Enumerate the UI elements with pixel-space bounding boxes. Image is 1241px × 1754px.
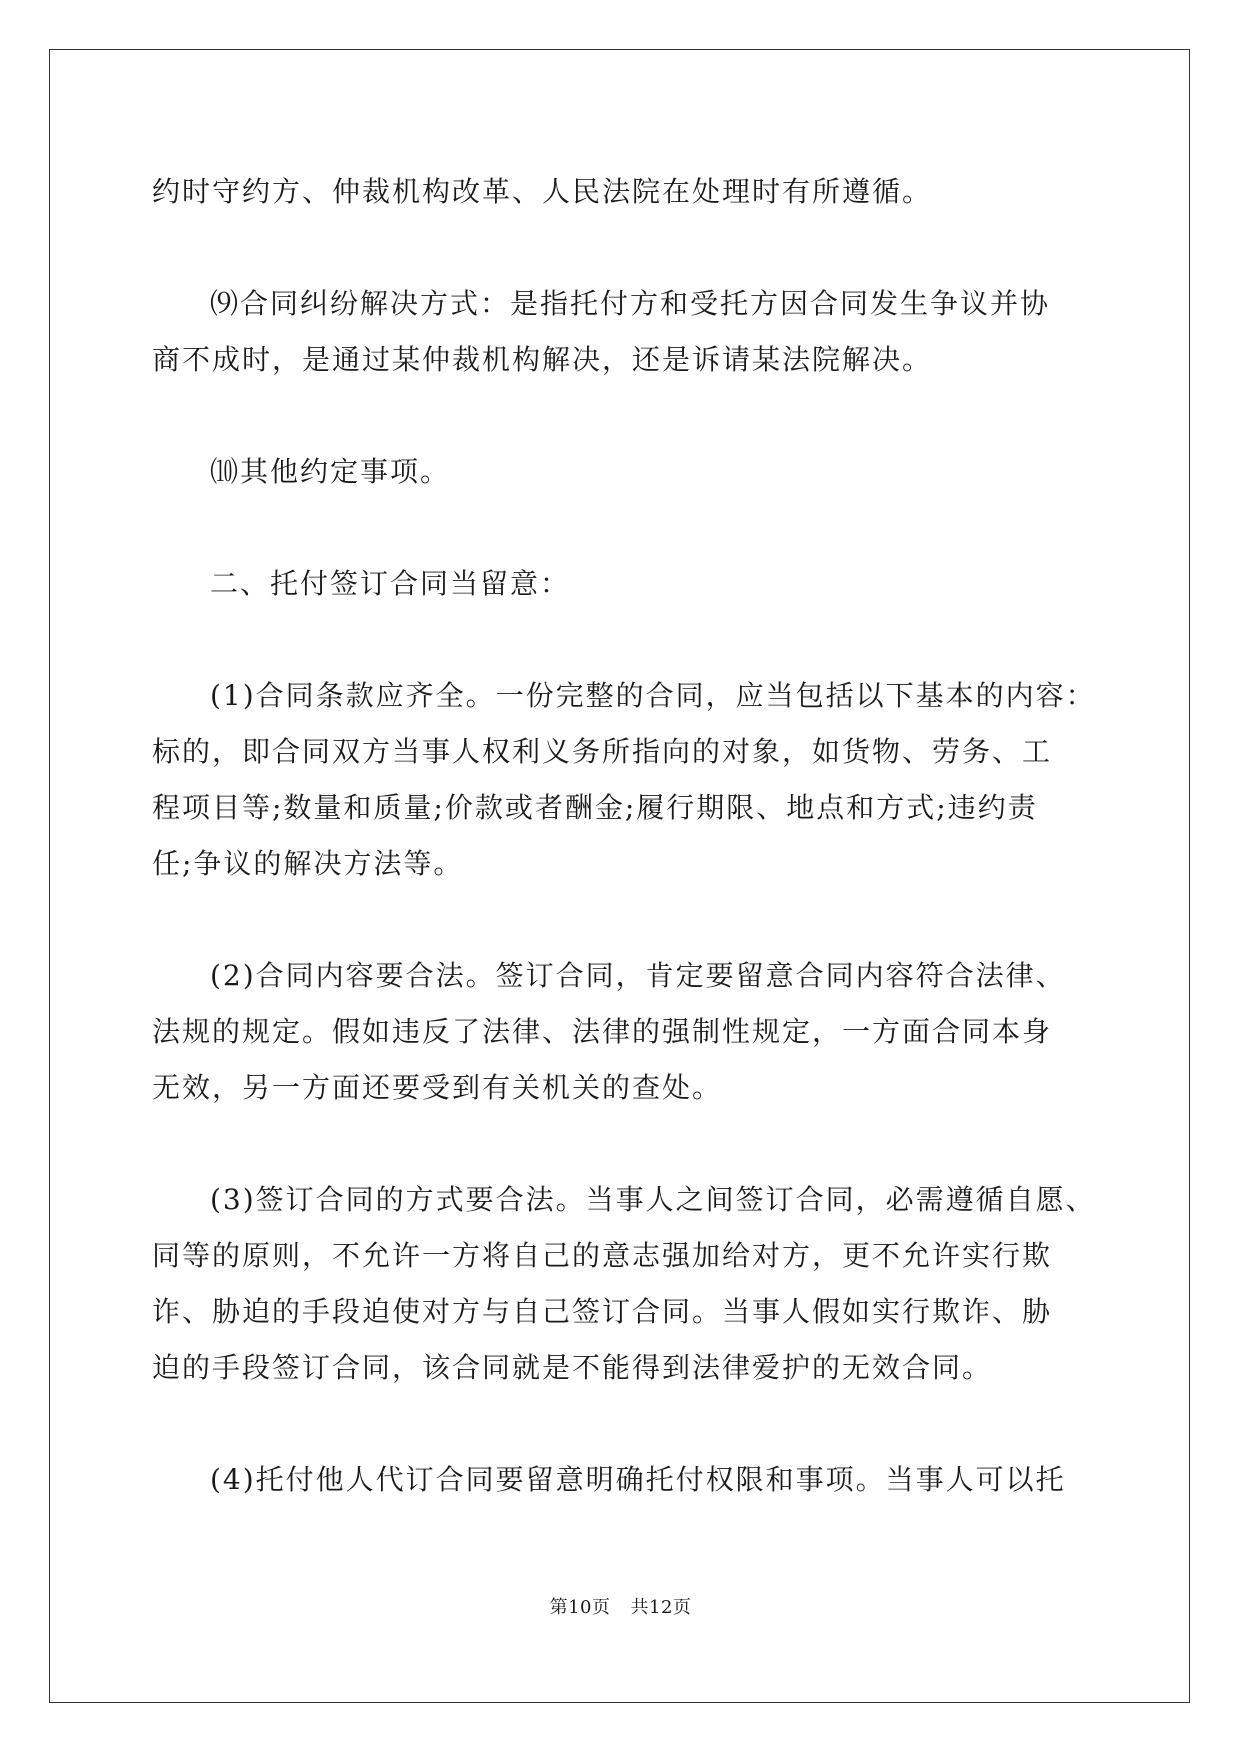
page-total: 共12页 xyxy=(630,1597,692,1618)
page-footer xyxy=(0,1593,1241,1619)
text-line: 同等的原则，不允许一方将自己的意志强加给对方，更不允许实行欺 xyxy=(152,1239,1053,1272)
paragraph xyxy=(152,556,1097,612)
text-line: (4)托付他人代订合同要留意明确托付权限和事项。当事人可以托 xyxy=(210,1463,1066,1496)
text-line: 程项目等;数量和质量;价款或者酬金;履行期限、地点和方式;违约责 xyxy=(152,791,1038,824)
text-line: (1)合同条款应齐全。一份完整的合同，应当包括以下基本的内容： xyxy=(210,679,1096,712)
text-line: ⑼合同纠纷解决方式：是指托付方和受托方因合同发生争议并协 xyxy=(210,287,1051,320)
text-line: 商不成时，是通过某仲裁机构解决，还是诉请某法院解决。 xyxy=(152,343,933,376)
text-line: 诈、胁迫的手段迫使对方与自己签订合同。当事人假如实行欺诈、胁 xyxy=(152,1295,1053,1328)
paragraph xyxy=(152,444,1097,500)
text-line: 约时守约方、仲裁机构改革、人民法院在处理时有所遵循。 xyxy=(152,175,933,208)
text-line: 任;争议的解决方法等。 xyxy=(152,847,464,880)
text-line: 二、托付签订合同当留意： xyxy=(210,567,571,600)
text-line: 迫的手段签订合同，该合同就是不能得到法律爱护的无效合同。 xyxy=(152,1351,993,1384)
text-line: 标的，即合同双方当事人权利义务所指向的对象，如货物、劳务、工 xyxy=(152,735,1053,768)
page-number: 第10页 xyxy=(549,1597,611,1618)
text-line: ⑽其他约定事项。 xyxy=(210,455,451,488)
paragraph xyxy=(152,948,1097,1116)
paragraph xyxy=(152,668,1097,892)
text-line: (2)合同内容要合法。签订合同，肯定要留意合同内容符合法律、 xyxy=(210,959,1066,992)
paragraph xyxy=(152,1452,1097,1508)
text-line: (3)签订合同的方式要合法。当事人之间签订合同，必需遵循自愿、 xyxy=(210,1183,1096,1216)
paragraph xyxy=(152,1172,1097,1396)
document-body xyxy=(152,164,1097,1508)
paragraph xyxy=(152,276,1097,388)
text-line: 法规的规定。假如违反了法律、法律的强制性规定，一方面合同本身 xyxy=(152,1015,1053,1048)
paragraph xyxy=(152,164,1097,220)
text-line: 无效，另一方面还要受到有关机关的查处。 xyxy=(152,1071,723,1104)
